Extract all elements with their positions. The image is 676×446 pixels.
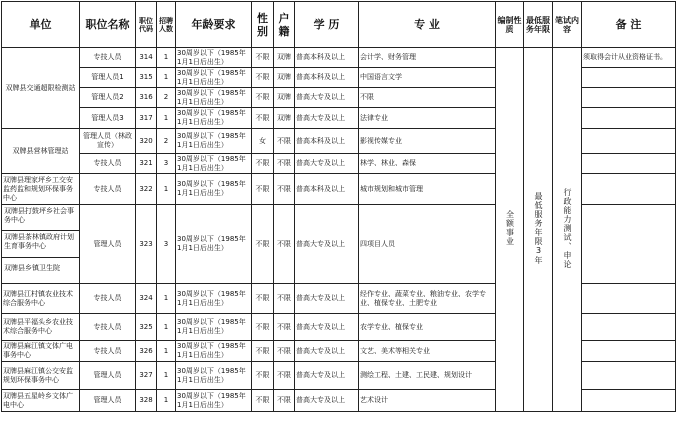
position-cell: 专技人员 <box>80 48 136 68</box>
gender-cell: 不限 <box>252 284 274 314</box>
gender-cell: 不限 <box>252 390 274 412</box>
note-cell-empty <box>582 154 676 174</box>
note-cell-empty <box>582 88 676 108</box>
major-cell: 文艺、美术等相关专业 <box>359 341 496 362</box>
major-cell: 城市规划和城市管理 <box>359 174 496 205</box>
major-cell: 艺术设计 <box>359 390 496 412</box>
hukou-cell: 双牌 <box>274 48 295 68</box>
position-cell: 专技人员 <box>80 341 136 362</box>
code-cell: 325 <box>136 314 157 341</box>
education-cell: 普高本科及以上 <box>295 48 359 68</box>
code-cell: 314 <box>136 48 157 68</box>
major-cell: 中国语言文学 <box>359 68 496 88</box>
note-cell-empty <box>582 284 676 314</box>
gender-cell: 女 <box>252 129 274 154</box>
gender-cell: 不限 <box>252 314 274 341</box>
unit-cell: 双牌县江村镇农业技术综合服务中心 <box>2 284 80 314</box>
hukou-cell: 不限 <box>274 154 295 174</box>
position-cell: 管理人员 <box>80 362 136 390</box>
age-cell: 30周岁以下（1985年1月1日后出生） <box>176 68 252 88</box>
age-cell: 30周岁以下（1985年1月1日后出生） <box>176 108 252 129</box>
unit-sub-3: 双牌县乡镇卫生院 <box>4 264 60 272</box>
hukou-cell: 双牌 <box>274 108 295 129</box>
position-cell: 专技人员 <box>80 154 136 174</box>
count-cell: 1 <box>157 174 176 205</box>
note-cell-empty <box>582 390 676 412</box>
code-cell: 321 <box>136 154 157 174</box>
header-row <box>2 2 676 48</box>
age-cell: 30周岁以下（1985年1月1日后出生） <box>176 341 252 362</box>
hukou-cell: 不限 <box>274 129 295 154</box>
note-cell-empty <box>582 68 676 88</box>
hukou-cell: 不限 <box>274 314 295 341</box>
header-code: 职位代码 <box>136 2 157 48</box>
hukou-cell: 不限 <box>274 284 295 314</box>
count-cell: 2 <box>157 129 176 154</box>
count-cell: 1 <box>157 362 176 390</box>
hukou-cell: 不限 <box>274 341 295 362</box>
note-cell-empty <box>582 129 676 154</box>
position-cell: 专技人员 <box>80 174 136 205</box>
header-hukou: 户籍 <box>274 2 295 48</box>
age-cell: 30周岁以下（1985年1月1日后出生） <box>176 48 252 68</box>
gender-cell: 不限 <box>252 68 274 88</box>
position-cell: 专技人员 <box>80 284 136 314</box>
position-cell: 专技人员 <box>80 314 136 341</box>
age-cell: 30周岁以下（1985年1月1日后出生） <box>176 129 252 154</box>
header-position: 职位名称 <box>80 2 136 48</box>
age-cell: 30周岁以下（1985年1月1日后出生） <box>176 174 252 205</box>
unit-cell: 双牌县营林管理站 <box>2 129 80 174</box>
education-cell: 普高大专及以上 <box>295 390 359 412</box>
exam-cell <box>553 48 582 412</box>
education-cell: 普高大专及以上 <box>295 341 359 362</box>
major-cell: 测绘工程、土建、工民建、规划设计 <box>359 362 496 390</box>
major-cell: 会计学、财务管理 <box>359 48 496 68</box>
major-cell: 不限 <box>359 88 496 108</box>
gender-cell: 不限 <box>252 88 274 108</box>
position-cell: 管理人员 <box>80 205 136 284</box>
gender-cell: 不限 <box>252 48 274 68</box>
header-count: 招聘人数 <box>157 2 176 48</box>
code-cell: 327 <box>136 362 157 390</box>
education-cell: 普高大专及以上 <box>295 154 359 174</box>
min-years-cell <box>524 48 553 412</box>
age-cell: 30周岁以下（1985年1月1日后出生） <box>176 390 252 412</box>
hukou-cell: 双牌 <box>274 68 295 88</box>
age-cell: 30周岁以下（1985年1月1日后出生） <box>176 284 252 314</box>
unit-cell: 双牌县交通超限检测站 <box>2 48 80 129</box>
code-cell: 328 <box>136 390 157 412</box>
header-education: 学 历 <box>295 2 359 48</box>
position-cell: 管理人员 <box>80 390 136 412</box>
header-exam: 笔试内容 <box>553 2 582 48</box>
count-cell: 1 <box>157 48 176 68</box>
unit-cell: 双牌县五星岭乡文体广电中心 <box>2 390 80 412</box>
unit-cell: 双牌县理家坪乡工交安监药监和规划环保事务中心 <box>2 174 80 205</box>
education-cell: 普高本科及以上 <box>295 174 359 205</box>
count-cell: 1 <box>157 314 176 341</box>
education-cell: 普高大专及以上 <box>295 362 359 390</box>
note-cell-empty <box>582 341 676 362</box>
hukou-cell: 不限 <box>274 390 295 412</box>
count-cell: 1 <box>157 390 176 412</box>
count-cell: 1 <box>157 284 176 314</box>
position-cell: 管理人员1 <box>80 68 136 88</box>
count-cell: 1 <box>157 108 176 129</box>
count-cell: 3 <box>157 205 176 284</box>
education-cell: 普高本科及以上 <box>295 129 359 154</box>
header-bianzhi: 编制性质 <box>496 2 524 48</box>
recruitment-table <box>1 1 676 412</box>
position-cell: 管理人员3 <box>80 108 136 129</box>
education-cell: 普高本科及以上 <box>295 68 359 88</box>
header-min-years: 最低服务年限 <box>524 2 553 48</box>
note-cell-empty <box>582 314 676 341</box>
code-cell: 315 <box>136 68 157 88</box>
gender-cell: 不限 <box>252 108 274 129</box>
header-major: 专 业 <box>359 2 496 48</box>
hukou-cell: 双牌 <box>274 88 295 108</box>
min-years-text: 最低服务年限3年 <box>534 191 543 265</box>
code-cell: 317 <box>136 108 157 129</box>
education-cell: 普高大专及以上 <box>295 88 359 108</box>
unit-cell: 双牌县平福头乡农业技术综合服务中心 <box>2 314 80 341</box>
age-cell: 30周岁以下（1985年1月1日后出生） <box>176 205 252 284</box>
major-cell: 法律专业 <box>359 108 496 129</box>
header-note: 备 注 <box>582 2 676 48</box>
count-cell: 1 <box>157 341 176 362</box>
code-cell: 320 <box>136 129 157 154</box>
count-cell: 1 <box>157 68 176 88</box>
note-cell-empty <box>582 205 676 284</box>
gender-cell: 不限 <box>252 341 274 362</box>
gender-cell: 不限 <box>252 174 274 205</box>
code-cell: 316 <box>136 88 157 108</box>
education-cell: 普高大专及以上 <box>295 108 359 129</box>
count-cell: 2 <box>157 88 176 108</box>
note-cell: 须取得会计从业资格证书。 <box>582 48 676 68</box>
hukou-cell: 不限 <box>274 174 295 205</box>
unit-sub-2: 双牌县茶林镇政府计划生育事务中心 <box>2 231 79 258</box>
position-cell: 管理人员（林政宣传） <box>80 129 136 154</box>
code-cell: 324 <box>136 284 157 314</box>
major-cell: 农学专业、植保专业 <box>359 314 496 341</box>
bianzhi-cell <box>496 48 524 412</box>
age-cell: 30周岁以下（1985年1月1日后出生） <box>176 154 252 174</box>
code-cell: 322 <box>136 174 157 205</box>
major-cell: 影视传媒专业 <box>359 129 496 154</box>
note-cell-empty <box>582 174 676 205</box>
count-cell: 3 <box>157 154 176 174</box>
header-unit: 单位 <box>2 2 80 48</box>
hukou-cell: 不限 <box>274 362 295 390</box>
major-cell: 四项目人员 <box>359 205 496 284</box>
education-cell: 普高大专及以上 <box>295 284 359 314</box>
unit-cell-group <box>2 205 80 284</box>
age-cell: 30周岁以下（1985年1月1日后出生） <box>176 314 252 341</box>
major-cell: 林学、林业、森保 <box>359 154 496 174</box>
age-cell: 30周岁以下（1985年1月1日后出生） <box>176 88 252 108</box>
note-cell-empty <box>582 362 676 390</box>
unit-cell: 双牌县麻江镇公交安监规划环保事务中心 <box>2 362 80 390</box>
position-cell: 管理人员2 <box>80 88 136 108</box>
age-cell: 30周岁以下（1985年1月1日后出生） <box>176 362 252 390</box>
gender-cell: 不限 <box>252 154 274 174</box>
bianzhi-text: 全额事业 <box>505 210 515 246</box>
code-cell: 323 <box>136 205 157 284</box>
header-gender: 性别 <box>252 2 274 48</box>
note-cell-empty <box>582 108 676 129</box>
table-row <box>2 48 676 68</box>
unit-cell: 双牌县麻江镇文体广电事务中心 <box>2 341 80 362</box>
education-cell: 普高大专及以上 <box>295 205 359 284</box>
gender-cell: 不限 <box>252 362 274 390</box>
code-cell: 326 <box>136 341 157 362</box>
unit-sub-1: 双牌县打鼓坪乡社会事务中心 <box>2 205 79 231</box>
major-cell: 经作专业、蔬菜专业、粮油专业、农学专业、植保专业、土肥专业 <box>359 284 496 314</box>
gender-cell: 不限 <box>252 205 274 284</box>
education-cell: 普高大专及以上 <box>295 314 359 341</box>
exam-text: 行政能力测试、申论 <box>563 187 572 269</box>
hukou-cell: 不限 <box>274 205 295 284</box>
header-age: 年龄要求 <box>176 2 252 48</box>
